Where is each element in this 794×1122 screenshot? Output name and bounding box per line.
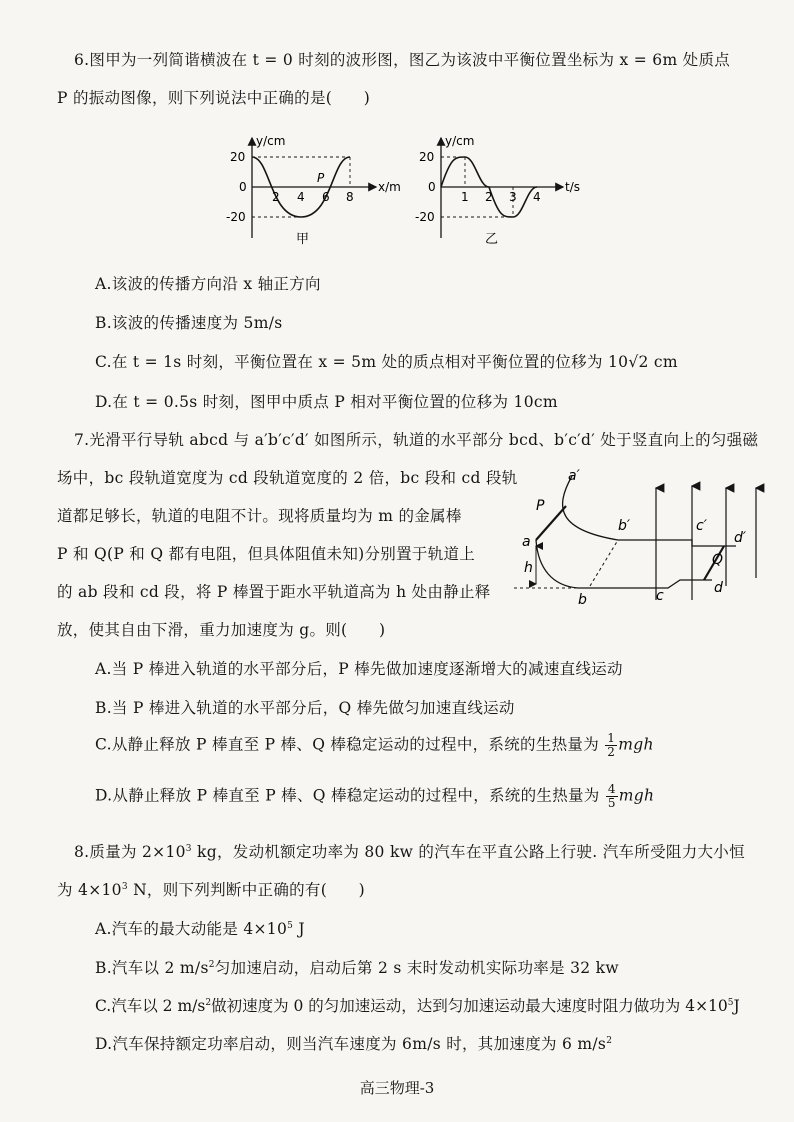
q7-option-c bbox=[95, 732, 654, 759]
q6-option-c: C.在 t = 1s 时刻，平衡位置在 x = 5m 处的质点相对平衡位置的位移为 10√2 cm bbox=[95, 353, 678, 371]
yi-ytick-0: 0 bbox=[428, 180, 436, 194]
q6-option-b: B.该波的传播速度为 5m/s bbox=[95, 314, 283, 332]
q6-graph-jia bbox=[226, 130, 406, 248]
q7-option-d-fraction: $\frac{4}{5}$ bbox=[607, 782, 616, 810]
q7-option-c-mgh: mgh bbox=[618, 735, 654, 754]
q6-stem-line2: P 的振动图像，则下列说法中正确的是( ) bbox=[57, 89, 371, 107]
q6-option-d: D.在 t = 0.5s 时刻，图甲中质点 P 相对平衡位置的位移为 10cm bbox=[95, 393, 558, 411]
jia-caption: 甲 bbox=[296, 232, 310, 247]
label-d-prime: d′ bbox=[734, 530, 747, 546]
label-b-prime: b′ bbox=[618, 518, 631, 534]
q7-rail-figure bbox=[506, 468, 776, 610]
jia-xtick-8: 8 bbox=[346, 190, 354, 204]
q8-option-a: A.汽车的最大动能是 $4\times 10^5$ J bbox=[95, 920, 305, 938]
q7-option-c-text: C.从静止释放 P 棒直至 P 棒、Q 棒稳定运动的过程中，系统的生热量为 bbox=[95, 735, 600, 754]
q7-stem-line6: 放，使其自由下滑，重力加速度为 g。则( ) bbox=[57, 621, 386, 639]
jia-point-p-label: P bbox=[317, 171, 325, 185]
jia-xtick-4: 4 bbox=[297, 190, 305, 204]
yi-xtick-3: 3 bbox=[509, 190, 517, 204]
q7-option-d bbox=[95, 783, 654, 810]
q6-stem-line1: 6.图甲为一列简谐横波在 t = 0 时刻的波形图，图乙为该波中平衡位置坐标为 x = 6m 处质点 bbox=[74, 51, 731, 69]
yi-xtick-2: 2 bbox=[485, 190, 493, 204]
q8-option-c: C.汽车以 2 $m/s^2$做初速度为 0 的匀加速运动，达到匀加速运动最大速度时阻力做功为 $4\times 10^5J$ bbox=[95, 997, 740, 1015]
jia-xtick-6: 6 bbox=[322, 190, 330, 204]
label-d: d bbox=[714, 580, 723, 596]
yi-xtick-1: 1 bbox=[461, 190, 469, 204]
q6-option-a: A.该波的传播方向沿 x 轴正方向 bbox=[95, 275, 321, 293]
yi-xtick-4: 4 bbox=[533, 190, 541, 204]
yi-ytick-neg20: -20 bbox=[415, 210, 435, 224]
label-p: P bbox=[536, 498, 545, 514]
label-c: c bbox=[656, 588, 664, 604]
q8-stem-line1: 8.质量为 $2\times 10^3$ kg，发动机额定功率为 80 kw 的汽车在平直公路上行驶. 汽车所受阻力大小恒 bbox=[74, 843, 745, 861]
jia-xlabel: x/m bbox=[378, 180, 401, 194]
label-a-prime: a′ bbox=[568, 468, 580, 484]
q7-option-b: B.当 P 棒进入轨道的水平部分后，Q 棒先做匀加速直线运动 bbox=[95, 699, 515, 717]
jia-ytick-neg20: -20 bbox=[226, 210, 246, 224]
yi-ylabel: y/cm bbox=[445, 134, 475, 148]
q7-option-c-fraction: $\frac{1}{2}$ bbox=[607, 731, 616, 759]
q6-graph-yi bbox=[415, 130, 595, 248]
q7-stem-line5: 的 ab 段和 cd 段，将 P 棒置于距水平轨道高为 h 处由静止释 bbox=[57, 583, 491, 601]
label-h: h bbox=[524, 560, 533, 576]
yi-xlabel: t/s bbox=[565, 180, 580, 194]
jia-ytick-0: 0 bbox=[239, 180, 247, 194]
q7-stem-line4: P 和 Q(P 和 Q 都有电阻，但具体阻值未知)分别置于轨道上 bbox=[57, 545, 476, 563]
q8-option-b: B.汽车以 2 $m/s^2$匀加速启动，启动后第 2 s 末时发动机实际功率是 32 kw bbox=[95, 959, 619, 977]
yi-caption: 乙 bbox=[485, 232, 499, 247]
jia-xtick-2: 2 bbox=[272, 190, 280, 204]
label-c-prime: c′ bbox=[696, 518, 707, 534]
label-b: b bbox=[578, 592, 587, 608]
q7-option-d-text: D.从静止释放 P 棒直至 P 棒、Q 棒稳定运动的过程中，系统的生热量为 bbox=[95, 786, 600, 805]
q8-option-d: D.汽车保持额定功率启动，则当汽车速度为 6m/s 时，其加速度为 6 $m/s^2$ bbox=[95, 1035, 613, 1053]
q7-stem-line3: 道都足够长，轨道的电阻不计。现将质量均为 m 的金属棒 bbox=[57, 507, 462, 525]
yi-ytick-20: 20 bbox=[419, 150, 435, 164]
label-q: Q bbox=[712, 552, 724, 568]
jia-ylabel: y/cm bbox=[256, 134, 286, 148]
page-footer: 高三物理-3 bbox=[359, 1079, 435, 1097]
jia-ytick-20: 20 bbox=[230, 150, 246, 164]
q7-stem-line1: 7.光滑平行导轨 abcd 与 a′b′c′d′ 如图所示，轨道的水平部分 bcd、b′c′d′ 处于竖直向上的匀强磁 bbox=[74, 431, 759, 449]
q7-option-d-mgh: mgh bbox=[618, 786, 655, 805]
q8-stem-line2: 为 $4\times 10^3$ N，则下列判断中正确的有( ) bbox=[57, 881, 366, 899]
q7-stem-line2: 场中，bc 段轨道宽度为 cd 段轨道宽度的 2 倍，bc 段和 cd 段轨 bbox=[57, 469, 518, 487]
label-a: a bbox=[522, 534, 531, 550]
q7-option-a: A.当 P 棒进入轨道的水平部分后，P 棒先做加速度逐渐增大的减速直线运动 bbox=[95, 660, 623, 678]
